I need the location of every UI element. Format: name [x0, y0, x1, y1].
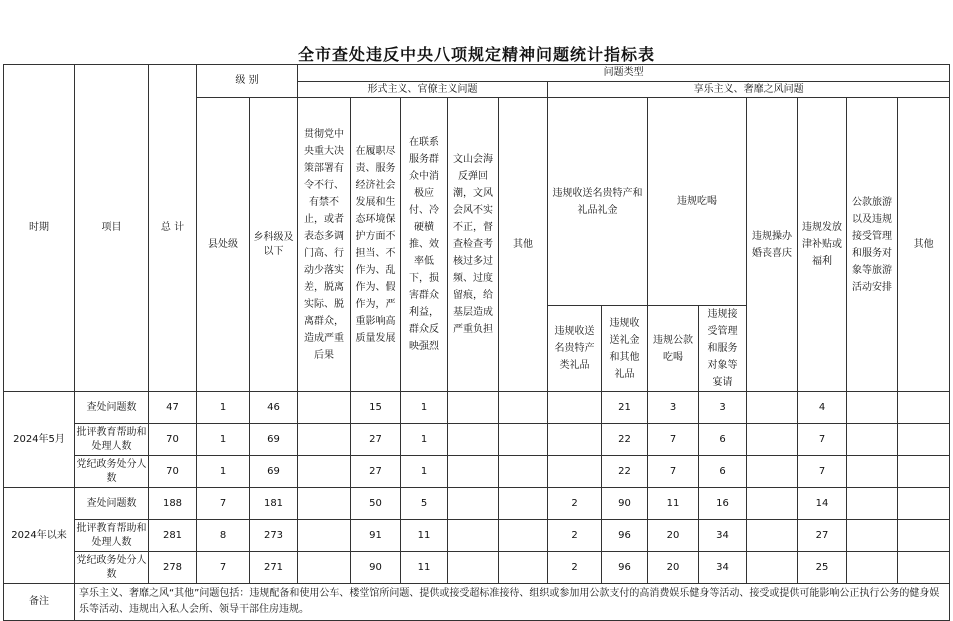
cell-township: 181	[250, 488, 298, 520]
header-gifts-money: 违规收送礼金和其他礼品	[602, 306, 648, 392]
cell-f-duty: 15	[351, 392, 401, 424]
cell-h-allowances: 25	[798, 552, 847, 584]
cell-h-gifts-special	[548, 456, 602, 488]
header-formalism-service: 在联系服务群众中消极应付、冷硬横推、效率低下，损害群众利益，群众反映强烈	[401, 98, 448, 392]
cell-total: 281	[149, 520, 197, 552]
header-period: 时期	[4, 65, 75, 392]
cell-h-weddings	[747, 392, 798, 424]
remarks-label: 备注	[4, 584, 75, 621]
header-problem-type: 问题类型	[298, 65, 950, 82]
cell-f-meetings	[448, 456, 499, 488]
cell-county: 1	[197, 424, 250, 456]
cell-h-dining-public: 20	[648, 520, 699, 552]
cell-h-dining-public: 7	[648, 424, 699, 456]
cell-h-dining-accept: 3	[699, 392, 747, 424]
cell-f-policy	[298, 488, 351, 520]
cell-h-other	[898, 520, 950, 552]
table-row	[4, 488, 950, 520]
cell-h-gifts-money: 96	[602, 552, 648, 584]
cell-f-policy	[298, 424, 351, 456]
cell-total: 278	[149, 552, 197, 584]
period-label: 2024年以来	[4, 488, 75, 584]
cell-h-gifts-money: 21	[602, 392, 648, 424]
cell-township: 271	[250, 552, 298, 584]
cell-h-travel	[847, 424, 898, 456]
cell-f-other	[499, 456, 548, 488]
header-item: 项目	[75, 65, 149, 392]
cell-h-weddings	[747, 488, 798, 520]
cell-county: 1	[197, 392, 250, 424]
cell-county: 7	[197, 552, 250, 584]
row-item: 查处问题数	[75, 488, 149, 520]
cell-h-allowances: 27	[798, 520, 847, 552]
cell-f-service: 1	[401, 392, 448, 424]
cell-total: 188	[149, 488, 197, 520]
cell-f-policy	[298, 552, 351, 584]
row-item: 批评教育帮助和处理人数	[75, 424, 149, 456]
cell-f-policy	[298, 392, 351, 424]
cell-f-other	[499, 392, 548, 424]
row-item: 批评教育帮助和处理人数	[75, 520, 149, 552]
cell-h-allowances: 14	[798, 488, 847, 520]
header-township-level: 乡科级及以下	[250, 98, 298, 392]
cell-h-weddings	[747, 520, 798, 552]
cell-h-weddings	[747, 424, 798, 456]
cell-h-weddings	[747, 456, 798, 488]
cell-f-meetings	[448, 488, 499, 520]
header-hedonism-other: 其他	[898, 98, 950, 392]
cell-total: 70	[149, 424, 197, 456]
cell-h-other	[898, 392, 950, 424]
cell-f-other	[499, 424, 548, 456]
cell-h-travel	[847, 520, 898, 552]
cell-f-duty: 27	[351, 456, 401, 488]
header-dining-accept: 违规接受管理和服务对象等宴请	[699, 306, 747, 392]
cell-h-other	[898, 456, 950, 488]
cell-f-duty: 50	[351, 488, 401, 520]
cell-h-gifts-money: 96	[602, 520, 648, 552]
cell-county: 8	[197, 520, 250, 552]
header-formalism-duty: 在履职尽责、服务经济社会发展和生态环境保护方面不担当、不作为、乱作为、假作为，严重影响高质量发展	[351, 98, 401, 392]
cell-h-dining-accept: 6	[699, 456, 747, 488]
cell-f-other	[499, 488, 548, 520]
cell-township: 69	[250, 456, 298, 488]
cell-f-policy	[298, 520, 351, 552]
period-label: 2024年5月	[4, 392, 75, 488]
cell-h-gifts-special: 2	[548, 520, 602, 552]
cell-f-service: 5	[401, 488, 448, 520]
cell-h-dining-accept: 34	[699, 520, 747, 552]
table-title: 全市查处违反中央八项规定精神问题统计指标表	[297, 45, 655, 64]
statistics-table	[3, 64, 950, 621]
cell-h-travel	[847, 552, 898, 584]
header-dining-public: 违规公款吃喝	[648, 306, 699, 392]
header-gifts-special: 违规收送名贵特产类礼品	[548, 306, 602, 392]
cell-h-gifts-special: 2	[548, 488, 602, 520]
header-travel: 公款旅游以及违规接受管理和服务对象等旅游活动安排	[847, 98, 898, 392]
table-row	[4, 520, 950, 552]
cell-h-other	[898, 552, 950, 584]
cell-f-duty: 90	[351, 552, 401, 584]
cell-township: 273	[250, 520, 298, 552]
header-county-level: 县处级	[197, 98, 250, 392]
cell-total: 70	[149, 456, 197, 488]
cell-h-allowances: 7	[798, 456, 847, 488]
header-gifts: 违规收送名贵特产和礼品礼金	[548, 98, 648, 306]
cell-f-meetings	[448, 392, 499, 424]
cell-f-other	[499, 520, 548, 552]
cell-h-dining-accept: 16	[699, 488, 747, 520]
header-allowances: 违规发放津补贴或福利	[798, 98, 847, 392]
cell-f-meetings	[448, 424, 499, 456]
cell-h-travel	[847, 392, 898, 424]
cell-h-other	[898, 488, 950, 520]
cell-total: 47	[149, 392, 197, 424]
cell-township: 46	[250, 392, 298, 424]
cell-f-meetings	[448, 552, 499, 584]
cell-h-dining-public: 3	[648, 392, 699, 424]
row-item: 查处问题数	[75, 392, 149, 424]
header-total: 总 计	[149, 65, 197, 392]
cell-f-meetings	[448, 520, 499, 552]
cell-h-dining-public: 7	[648, 456, 699, 488]
cell-f-other	[499, 552, 548, 584]
cell-h-allowances: 4	[798, 392, 847, 424]
row-item: 党纪政务处分人数	[75, 552, 149, 584]
cell-f-policy	[298, 456, 351, 488]
cell-f-service: 11	[401, 552, 448, 584]
cell-f-service: 1	[401, 456, 448, 488]
cell-f-duty: 91	[351, 520, 401, 552]
cell-f-service: 11	[401, 520, 448, 552]
header-dining: 违规吃喝	[648, 98, 747, 306]
cell-h-gifts-money: 22	[602, 424, 648, 456]
cell-h-gifts-money: 90	[602, 488, 648, 520]
cell-h-allowances: 7	[798, 424, 847, 456]
cell-f-duty: 27	[351, 424, 401, 456]
cell-h-gifts-special	[548, 392, 602, 424]
header-hedonism: 享乐主义、奢靡之风问题	[548, 82, 950, 98]
table-row	[4, 424, 950, 456]
remarks-row	[4, 584, 950, 621]
cell-h-dining-public: 11	[648, 488, 699, 520]
cell-h-dining-accept: 34	[699, 552, 747, 584]
header-formalism-meetings: 文山会海反弹回潮，文风会风不实不正，督查检查考核过多过频、过度留痕，给基层造成严重负担	[448, 98, 499, 392]
cell-h-other	[898, 424, 950, 456]
cell-county: 7	[197, 488, 250, 520]
cell-h-dining-accept: 6	[699, 424, 747, 456]
cell-h-weddings	[747, 552, 798, 584]
table-row	[4, 392, 950, 424]
header-formalism-policy: 贯彻党中央重大决策部署有令不行、有禁不止，或者表态多调门高、行动少落实差，脱离实际、脱离群众，造成严重后果	[298, 98, 351, 392]
remarks-text: 享乐主义、奢靡之风“其他”问题包括：违规配备和使用公车、楼堂馆所问题、提供或接受超标准接待、组织或参加用公款支付的高消费娱乐健身等活动、接受或提供可能影响公正执行公务的健身娱乐等活动、违规出入私人会所、领导干部住房违规。	[75, 584, 950, 621]
cell-h-gifts-special	[548, 424, 602, 456]
cell-county: 1	[197, 456, 250, 488]
cell-h-dining-public: 20	[648, 552, 699, 584]
table-row	[4, 552, 950, 584]
header-formalism-other: 其他	[499, 98, 548, 392]
cell-township: 69	[250, 424, 298, 456]
cell-h-travel	[847, 488, 898, 520]
cell-h-travel	[847, 456, 898, 488]
cell-h-gifts-special: 2	[548, 552, 602, 584]
row-item: 党纪政务处分人数	[75, 456, 149, 488]
cell-f-service: 1	[401, 424, 448, 456]
header-formalism: 形式主义、官僚主义问题	[298, 82, 548, 98]
cell-h-gifts-money: 22	[602, 456, 648, 488]
header-weddings: 违规操办婚丧喜庆	[747, 98, 798, 392]
header-level: 级 别	[197, 65, 298, 98]
table-row	[4, 456, 950, 488]
